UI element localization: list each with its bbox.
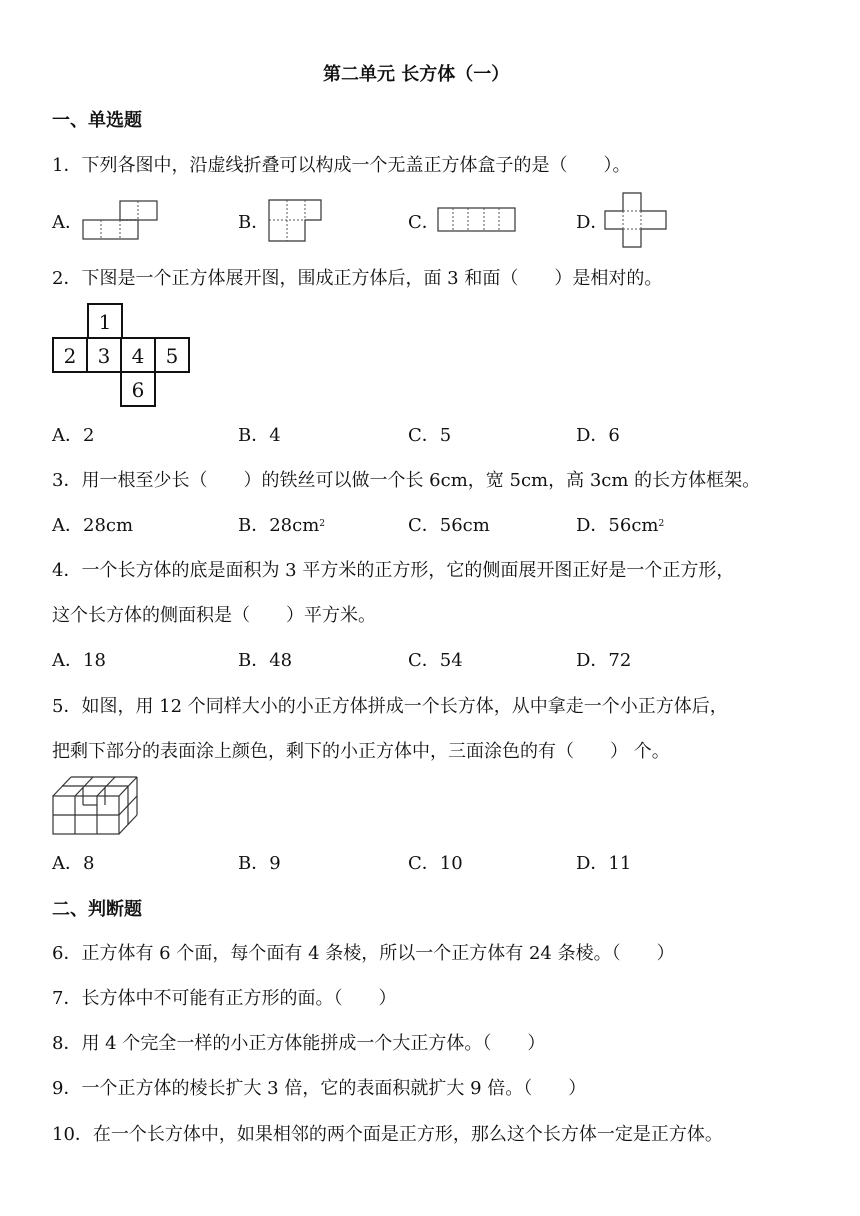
q4-option-c: C．54 [408,650,463,671]
question-2-text: 2．下图是一个正方体展开图，围成正方体后，面 3 和面（ ）是相对的。 [52,268,663,289]
section-heading-single-choice: 一、单选题 [52,110,142,131]
q4-option-d: D．72 [576,650,632,671]
cube-face-1: 1 [98,310,112,334]
q3-option-c: C．56cm [408,515,490,536]
q2-option-b: B．4 [238,425,281,446]
q5-option-c: C．10 [408,853,463,874]
cube-face-5: 5 [165,344,179,368]
q3-option-d: D．$56cm^2$ [576,515,665,536]
question-9-text: 9．一个正方体的棱长扩大 3 倍，它的表面积就扩大 9 倍。（ ） [52,1078,587,1099]
q5-option-a: A．8 [52,853,95,874]
q3-option-d-superscript: 2 [658,519,665,529]
q3-option-b: B．$28cm^2$ [238,515,326,536]
q5-option-d: D．11 [576,853,632,874]
cube-face-2: 2 [63,344,77,368]
q2-cube-net-figure [52,303,192,407]
q4-option-a: A．18 [52,650,106,671]
question-1-text: 1．下列各图中，沿虚线折叠可以构成一个无盖正方体盒子的是（ ）。 [52,155,631,176]
section-heading-true-false: 二、判断题 [52,899,142,920]
q5-cuboid-figure [52,775,140,837]
q1-option-d-net-figure [604,192,668,250]
question-5-text-line2: 把剩下部分的表面涂上颜色，剩下的小正方体中，三面涂色的有（ ） 个。 [52,741,670,762]
question-10-text: 10．在一个长方体中，如果相邻的两个面是正方形，那么这个长方体一定是正方体。 [52,1124,723,1145]
page-title: 第二单元 长方体（一） [323,64,510,85]
cube-face-4: 4 [131,344,145,368]
q3-option-b-superscript: 2 [319,519,326,529]
question-6-text: 6．正方体有 6 个面，每个面有 4 条棱，所以一个正方体有 24 条棱。（ ） [52,943,675,964]
q1-option-a-net-figure [82,200,162,242]
q2-option-a: A．2 [52,425,95,446]
q2-option-c: C．5 [408,425,452,446]
q1-option-b-label: B． [238,212,270,233]
q5-option-b: B．9 [238,853,281,874]
question-7-text: 7．长方体中不可能有正方形的面。（ ） [52,988,397,1009]
question-4-text-line1: 4．一个长方体的底是面积为 3 平方米的正方形，它的侧面展开图正好是一个正方形， [52,560,735,581]
q1-option-c-net-figure [437,207,517,233]
question-5-text-line1: 5．如图，用 12 个同样大小的小正方体拼成一个长方体，从中拿走一个小正方体后， [52,696,728,717]
question-4-text-line2: 这个长方体的侧面积是（ ）平方米。 [52,605,376,626]
question-8-text: 8．用 4 个完全一样的小正方体能拼成一个大正方体。（ ） [52,1033,546,1054]
q1-option-c-label: C． [408,212,440,233]
cube-face-3: 3 [97,344,111,368]
q1-option-b-net-figure [268,199,323,243]
q3-option-a: A．28cm [52,515,134,536]
q4-option-b: B．48 [238,650,293,671]
q1-option-d-label: D． [576,212,609,233]
question-3-text: 3．用一根至少长（ ）的铁丝可以做一个长 6cm，宽 5cm，高 3cm 的长方体框架。 [52,470,761,491]
q1-option-a-label: A． [52,212,83,233]
q2-option-d: D．6 [576,425,620,446]
cube-face-6: 6 [131,378,145,402]
